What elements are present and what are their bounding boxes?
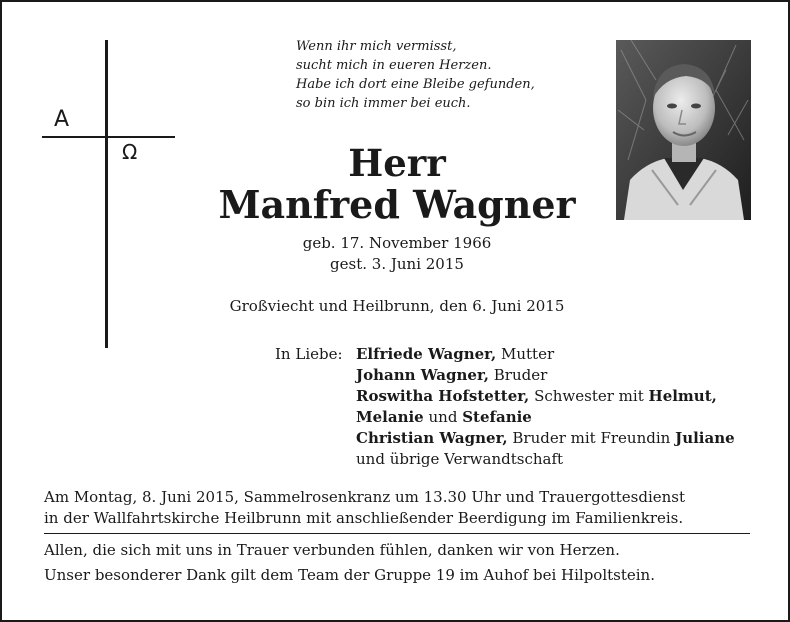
mourner-relation: Bruder (493, 366, 548, 384)
mourner-relation: Schwester mit (534, 387, 644, 405)
poem-line: Wenn ihr mich vermisst, (296, 39, 457, 54)
mourners-list (356, 344, 735, 470)
mourner-line: und übrige Verwandtschaft (356, 450, 564, 468)
mourner-name: Johann Wagner, (356, 366, 489, 384)
thanks-line: Allen, die sich mit uns in Trauer verbunden fühlen, danken wir von Herzen. (44, 541, 620, 559)
mourner-line (356, 428, 735, 449)
mourner-line (356, 386, 735, 407)
deceased-name-block (2, 142, 790, 226)
divider-line (44, 533, 750, 534)
omega-symbol: Ω (122, 140, 138, 164)
memorial-poem (296, 37, 535, 113)
mourner-line (356, 407, 735, 428)
mourner-name: Helmut, (648, 387, 717, 405)
poem-line: so bin ich immer bei euch. (296, 96, 471, 111)
mourner-name: Roswitha Hofstetter, (356, 387, 530, 405)
mourner-relation: Bruder mit Freundin (512, 429, 671, 447)
mourner-name: Juliane (675, 429, 735, 447)
birth-date: geb. 17. November 1966 (302, 234, 492, 252)
mourner-line (356, 365, 735, 386)
cross-horizontal-beam (42, 136, 175, 138)
mourner-relation: Mutter (501, 345, 555, 363)
life-dates (2, 233, 790, 275)
thanks-section (44, 540, 655, 586)
service-line: Am Montag, 8. Juni 2015, Sammelrosenkranz um 13.30 Uhr und Trauergottesdienst (44, 488, 686, 506)
mourner-line (356, 344, 735, 365)
mourners-label: In Liebe: (275, 345, 343, 363)
mourner-name: Melanie (356, 408, 424, 426)
alpha-symbol: A (54, 107, 70, 132)
poem-line: sucht mich in eueren Herzen. (296, 58, 492, 73)
mourner-name: Christian Wagner, (356, 429, 508, 447)
deceased-name: Manfred Wagner (218, 182, 576, 227)
funeral-service-info (44, 487, 685, 529)
mourner-name: Elfriede Wagner, (356, 345, 497, 363)
mourner-conjunction: und (428, 408, 458, 426)
poem-line: Habe ich dort eine Bleibe gefunden, (296, 77, 535, 92)
mourner-name: Stefanie (462, 408, 532, 426)
service-line: in der Wallfahrtskirche Heilbrunn mit anschließender Beerdigung im Familienkreis. (44, 509, 684, 527)
place-and-date: Großviecht und Heilbrunn, den 6. Juni 2015 (229, 297, 565, 315)
death-date: gest. 3. Juni 2015 (330, 255, 464, 273)
thanks-line: Unser besonderer Dank gilt dem Team der Gruppe 19 im Auhof bei Hilpoltstein. (44, 566, 655, 584)
salutation: Herr (348, 141, 446, 185)
